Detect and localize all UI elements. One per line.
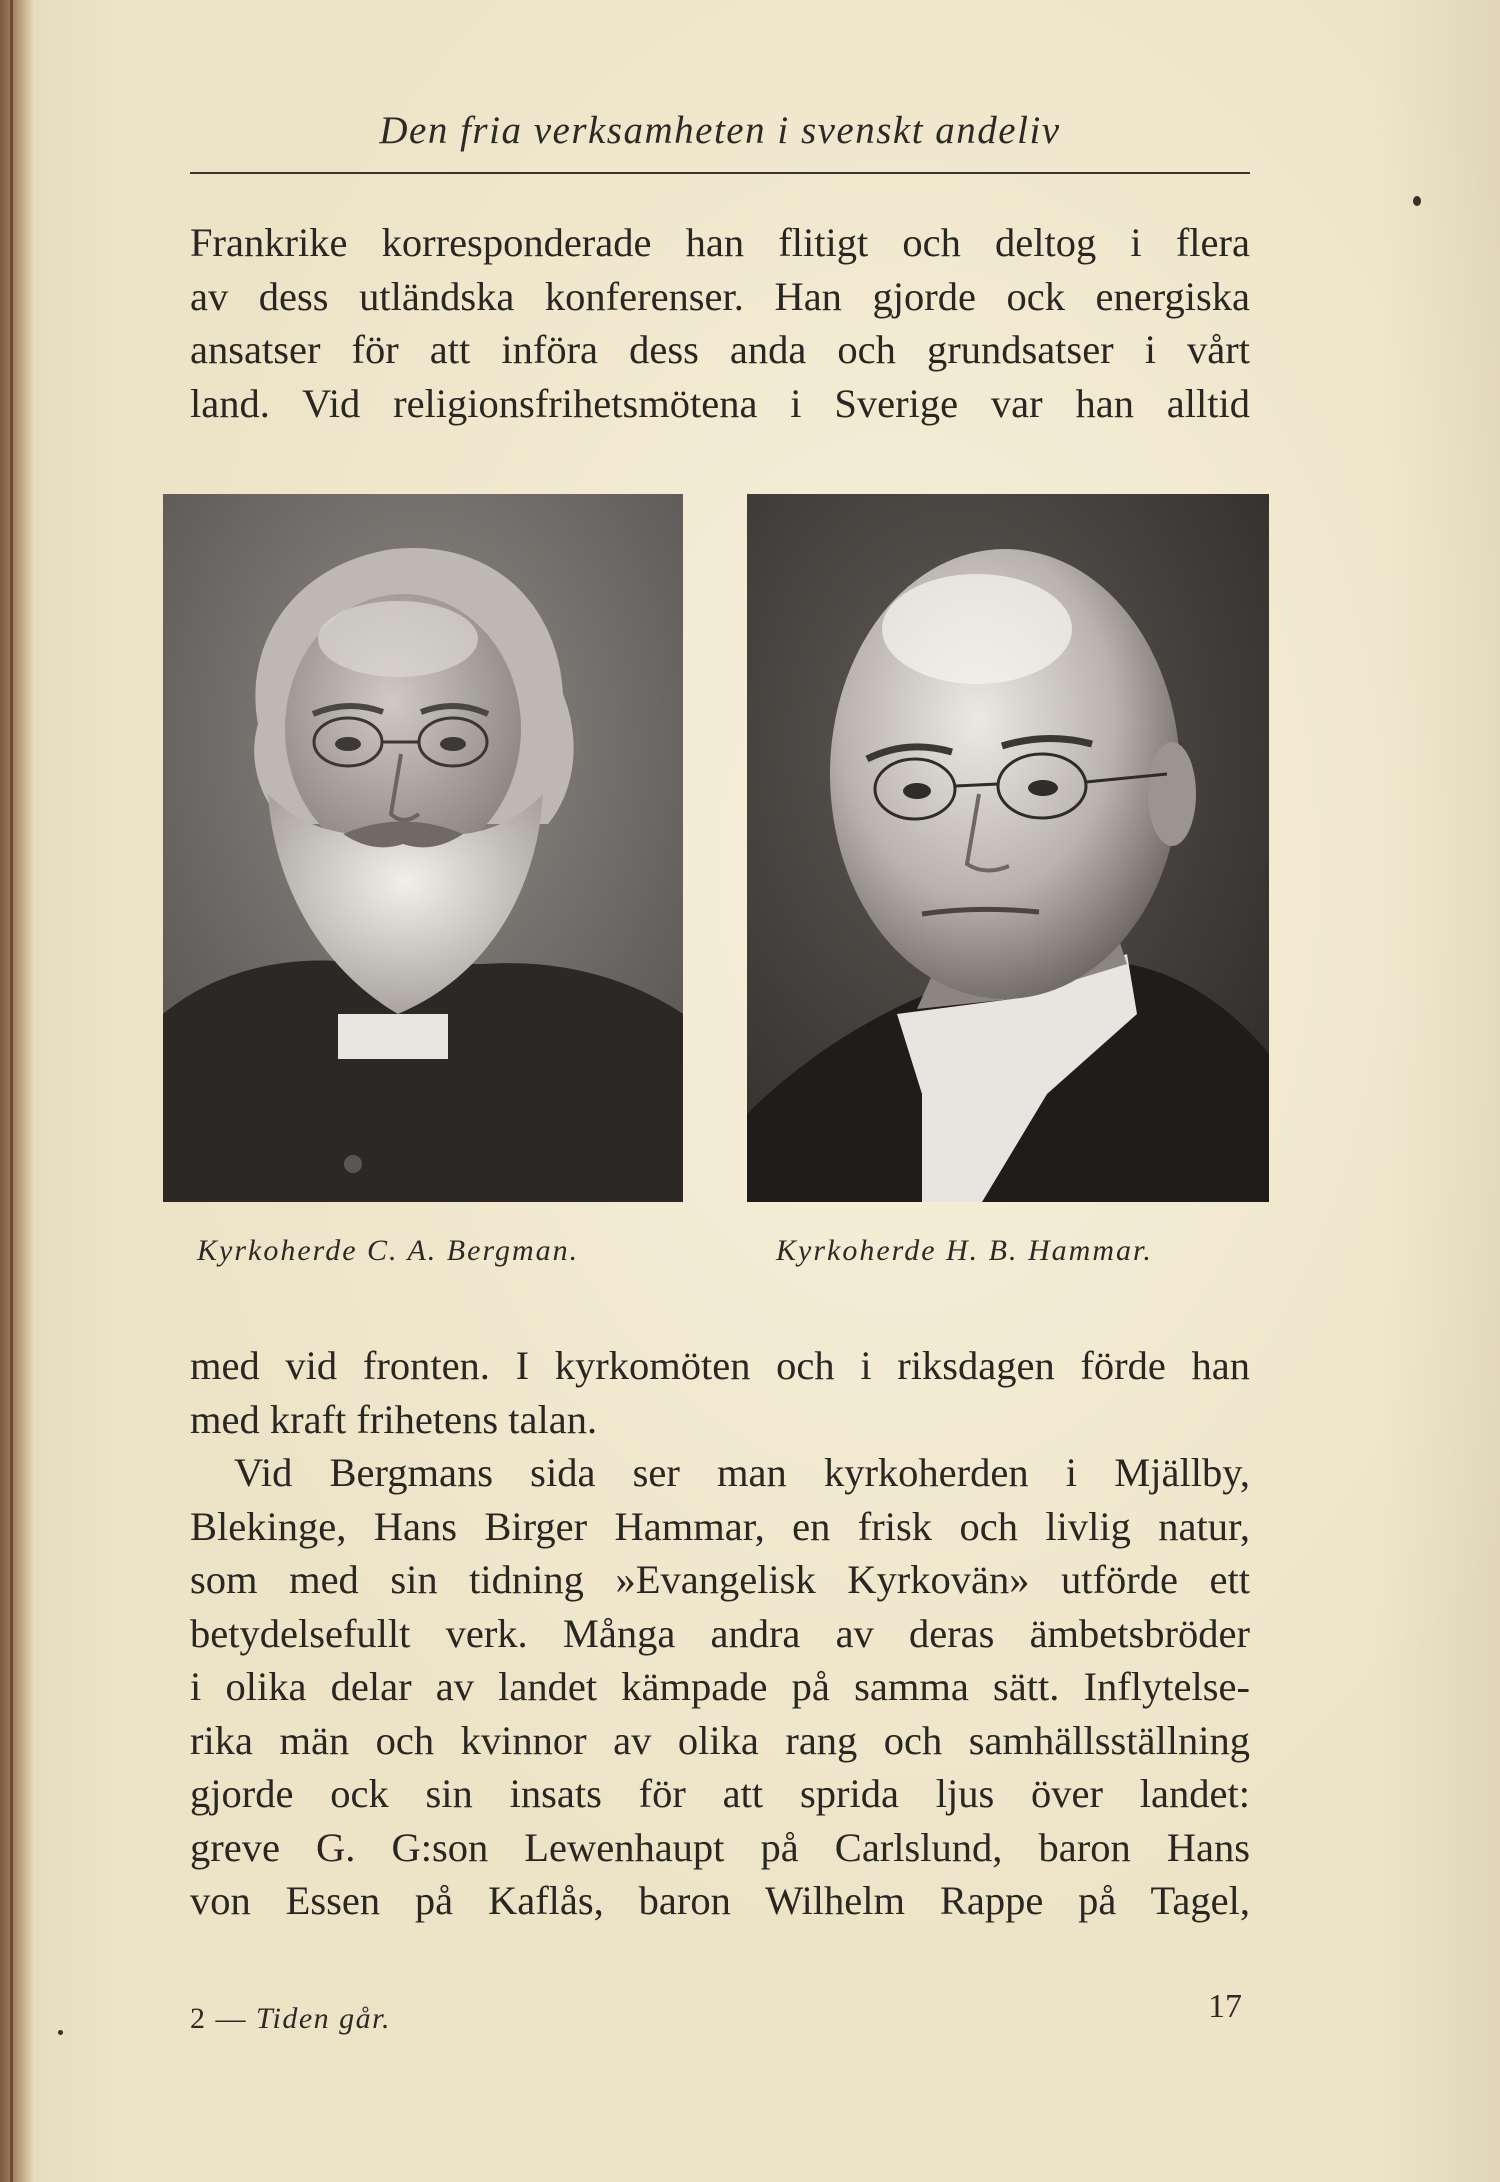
text-line: land. Vid religionsfrihetsmötena i Sverige var han alltid (190, 380, 1250, 426)
text-line: rika män och kvinnor av olika rang och samhällsställning (190, 1717, 1250, 1763)
portrait-caption-left: Kyrkoherde C. A. Bergman. (197, 1234, 580, 1267)
text-line: med kraft frihetens talan. (190, 1396, 598, 1442)
text-line: greve G. G:son Lewenhaupt på Carlslund, baron Hans (190, 1824, 1250, 1870)
text-line: Blekinge, Hans Birger Hammar, en frisk och livlig natur, (190, 1503, 1250, 1549)
text-line: med vid fronten. I kyrkomöten och i riksdagen förde han (190, 1343, 1250, 1388)
signature-mark: 2 — (190, 2002, 247, 2035)
running-head: Den fria verksamheten i svenskt andeliv (379, 109, 1061, 152)
paper-speck (58, 2030, 63, 2035)
text-line: ansatser för att införa dess anda och grundsatser i vårt (190, 327, 1250, 372)
text-line: i olika delar av landet kämpade på samma sätt. Inflytelse- (190, 1664, 1250, 1709)
text-line: som med sin tidning »Evangelisk Kyrkovän» utförde ett (190, 1557, 1250, 1602)
text-line: betydelsefullt verk. Många andra av deras ämbetsbröder (190, 1610, 1250, 1656)
text-line: av dess utländska konferenser. Han gjorde ock energiska (190, 273, 1250, 319)
portrait-photo-bergman (163, 494, 683, 1202)
portrait-caption-right: Kyrkoherde H. B. Hammar. (776, 1234, 1153, 1267)
header-rule (190, 172, 1250, 174)
paper-speck (1413, 196, 1421, 206)
footer-signature (190, 2002, 391, 2036)
portrait-photo-hammar (747, 494, 1269, 1202)
page-number: 17 (1208, 1988, 1242, 2025)
book-spine-shadow (0, 0, 34, 2182)
text-line: gjorde ock sin insats för att sprida ljus över landet: (190, 1771, 1250, 1816)
book-gutter-line (10, 0, 13, 2182)
text-line: Vid Bergmans sida ser man kyrkoherden i Mjällby, (234, 1450, 1250, 1495)
book-title: Tiden går. (256, 2002, 392, 2035)
text-line: von Essen på Kaflås, baron Wilhelm Rappe på Tagel, (190, 1878, 1250, 1923)
text-line: Frankrike korresponderade han flitigt och deltog i flera (190, 220, 1250, 265)
paragraph-top (190, 216, 1250, 430)
paragraph-bottom (190, 1339, 1250, 1928)
